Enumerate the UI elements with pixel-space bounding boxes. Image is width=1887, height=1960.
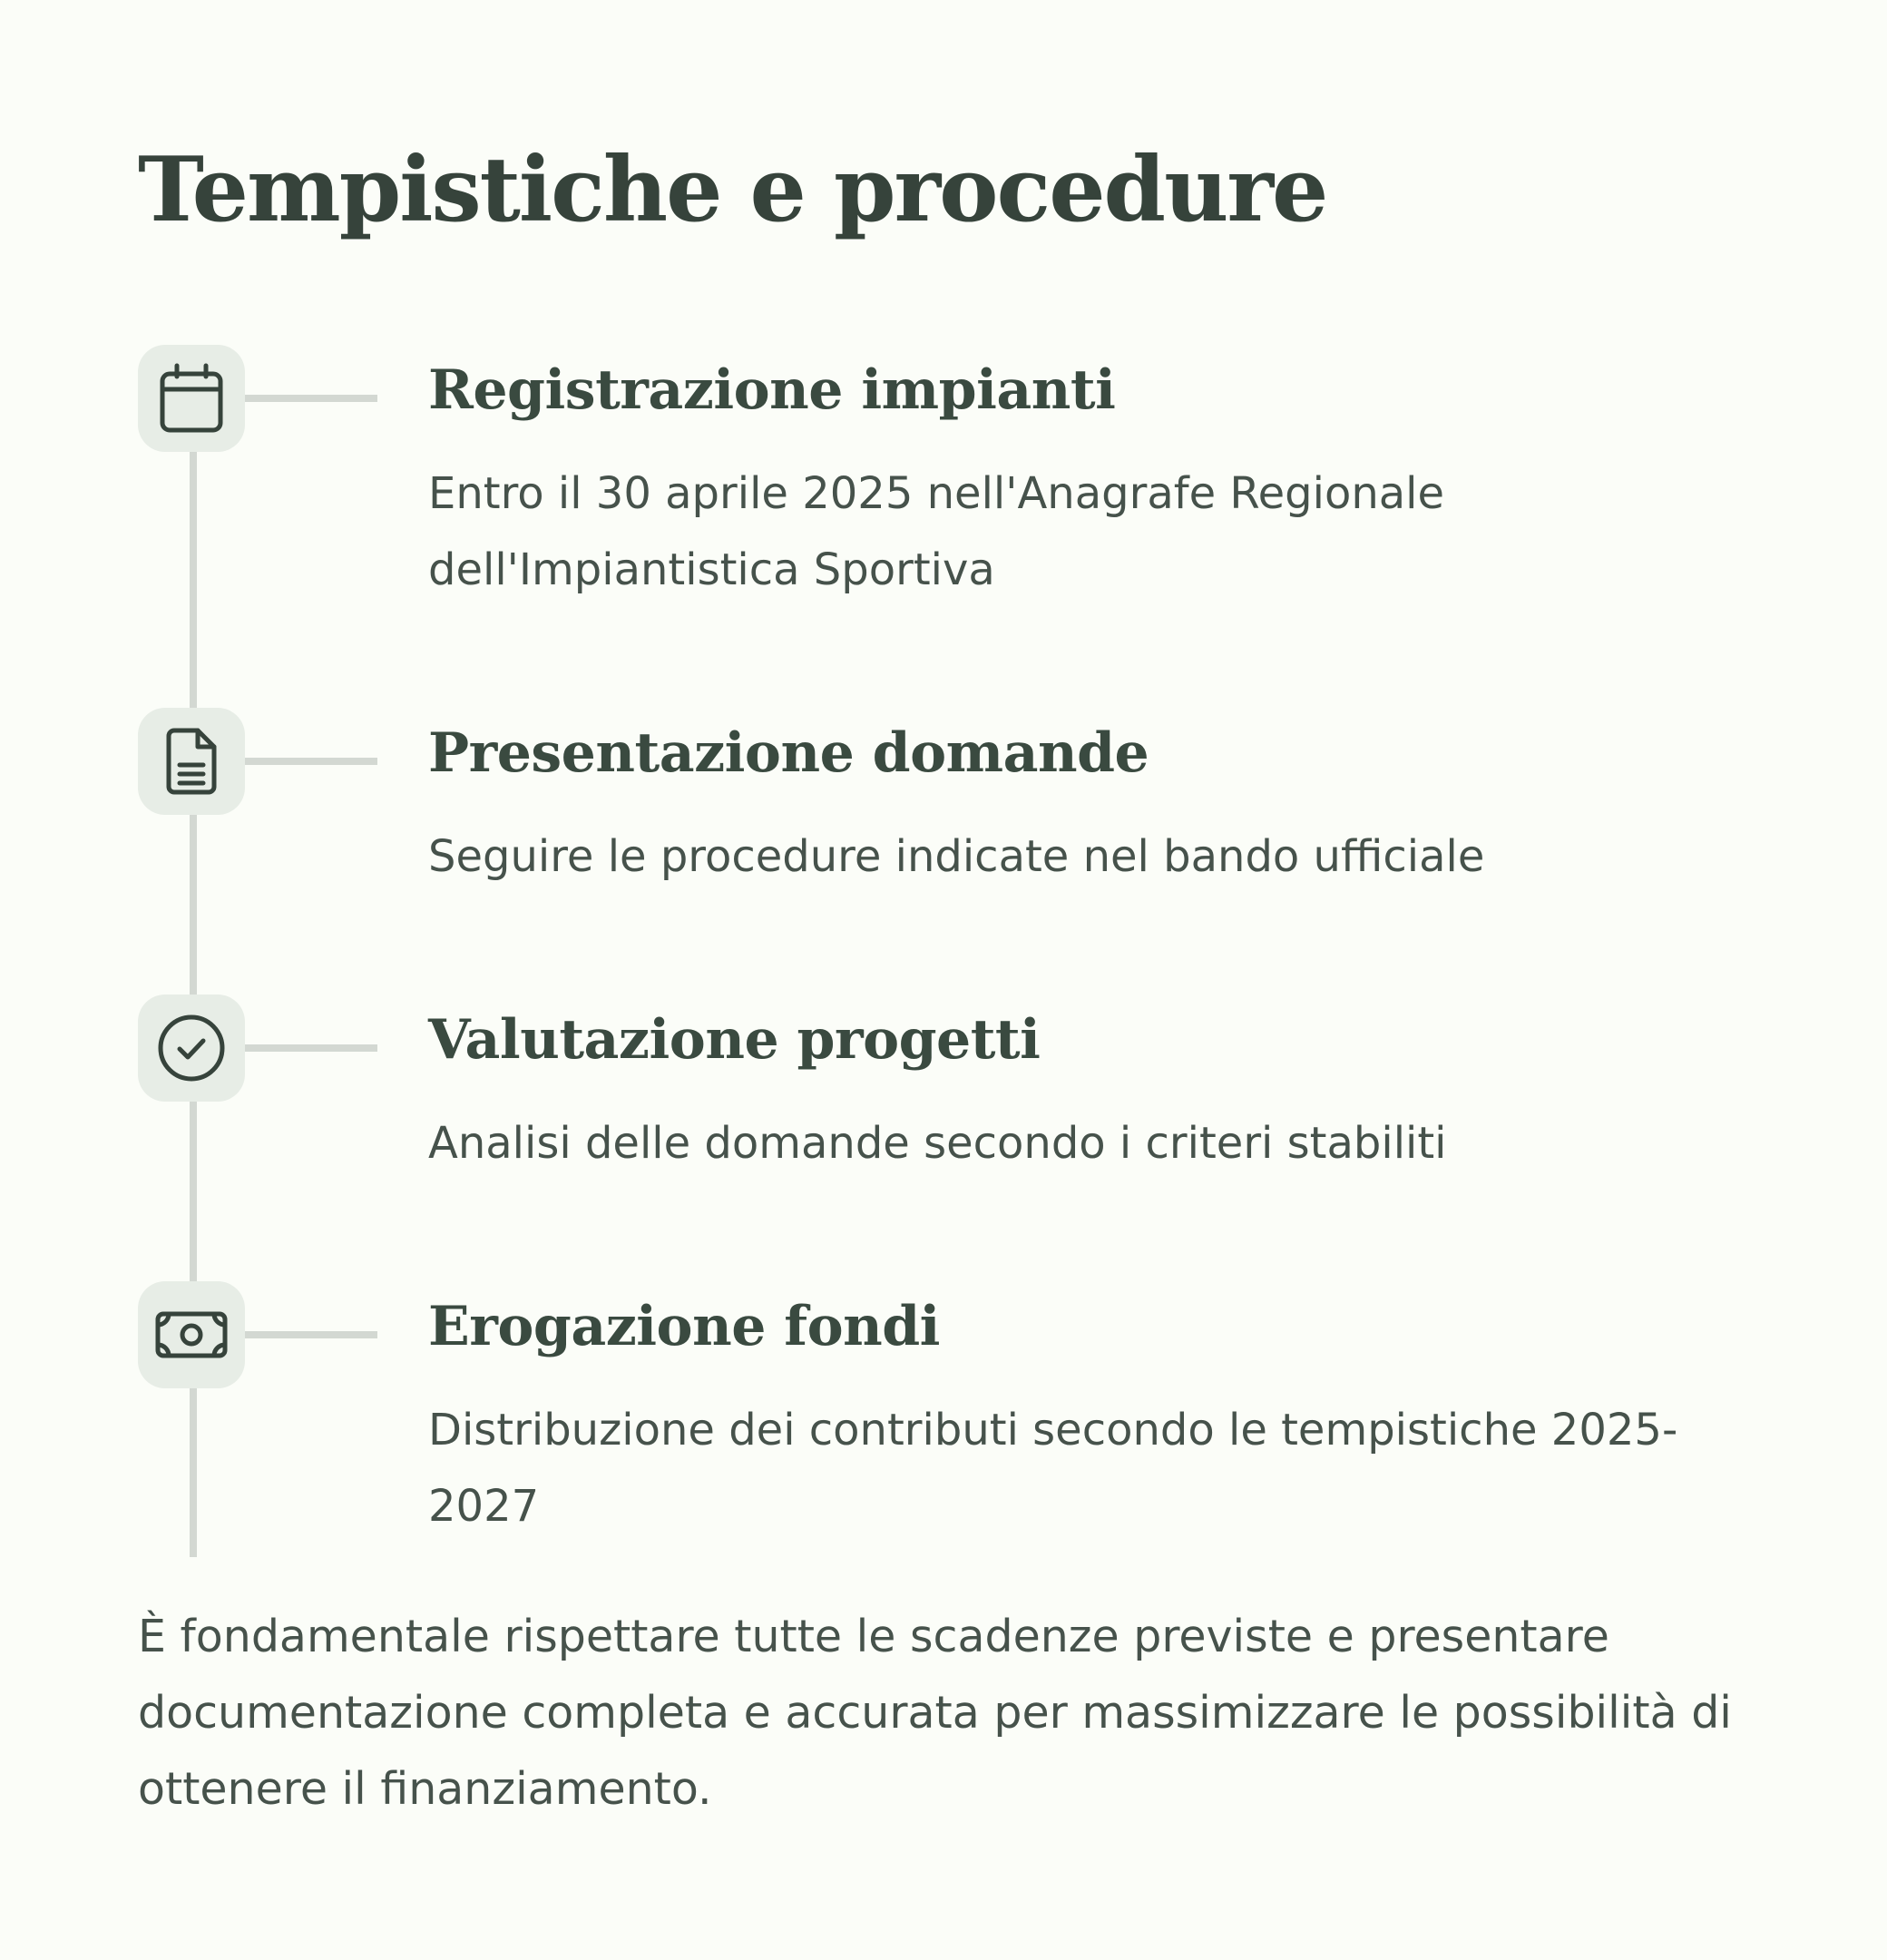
timeline-step-applications	[138, 708, 1825, 907]
step-icon-container	[138, 345, 245, 452]
step-connector	[245, 1331, 377, 1338]
step-connector	[245, 1044, 377, 1052]
step-connector	[245, 758, 377, 765]
banknote-icon	[155, 1298, 228, 1371]
calendar-icon	[155, 362, 228, 435]
step-description: Analisi delle domande secondo i criteri stabiliti	[428, 1118, 1447, 1169]
check-circle-icon	[155, 1012, 228, 1084]
step-icon-container	[138, 708, 245, 815]
step-title: Presentazione domande	[428, 721, 1149, 785]
step-description: Seguire le procedure indicate nel bando ufficiale	[428, 831, 1485, 882]
step-description: Entro il 30 aprile 2025 nell'Anagrafe Regionale dell'Impiantistica Sportiva	[428, 468, 1445, 595]
step-description: Distribuzione dei contributi secondo le tempistiche 2025-2027	[428, 1405, 1678, 1532]
closing-note: È fondamentale rispettare tutte le scadenze previste e presentare documentazione completa e accurata per massimizzare le possibilità di ottenere il finanziamento.	[138, 1611, 1732, 1815]
timeline-step-evaluation	[138, 995, 1825, 1194]
step-icon-container	[138, 1281, 245, 1388]
step-title: Valutazione progetti	[428, 1008, 1041, 1072]
step-connector	[245, 395, 377, 402]
step-icon-container	[138, 995, 245, 1102]
timeline-step-disbursement	[138, 1281, 1825, 1553]
step-title: Erogazione fondi	[428, 1295, 940, 1358]
step-title: Registrazione impianti	[428, 358, 1116, 422]
page-title: Tempistiche e procedure	[138, 138, 1327, 242]
document-icon	[155, 725, 228, 798]
timeline-step-registration	[138, 345, 1825, 617]
